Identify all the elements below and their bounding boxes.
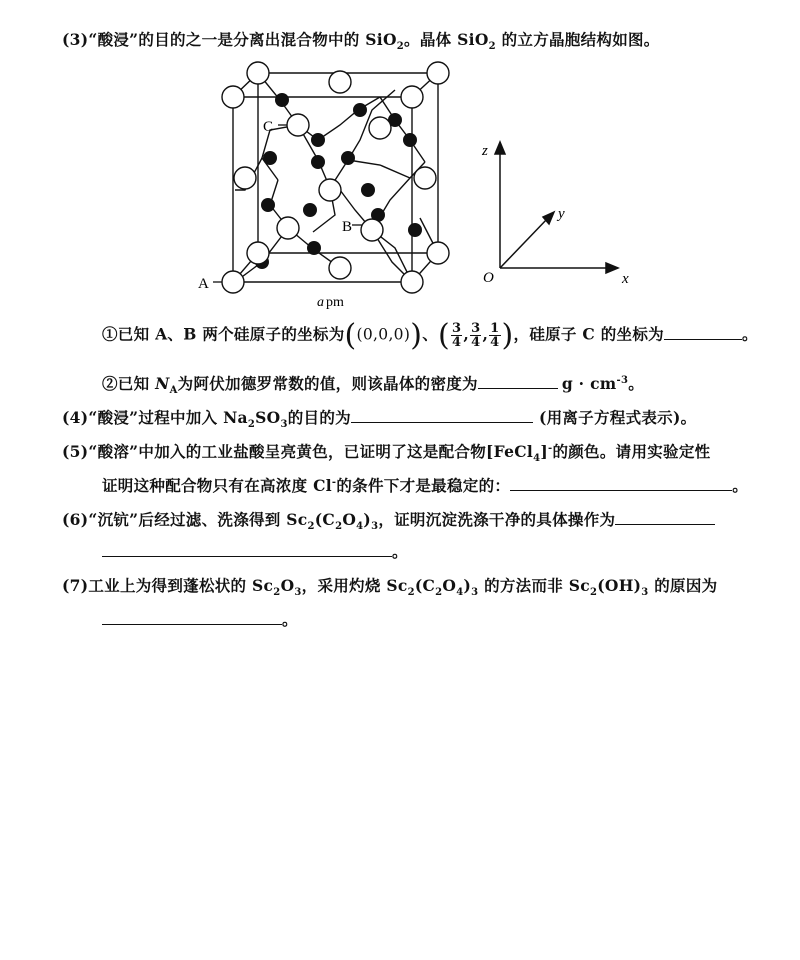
axis-x-label: x — [622, 271, 629, 287]
q3-part1: ①已知 A、B 两个硅原子的坐标为((0,0,0))、( $\frac{3}{4}$ , $\frac{3}{4}$ , $\frac{1}{4}$ )，硅原子 C 的坐标为 。 — [102, 318, 758, 353]
answer-blank-q5[interactable] — [510, 489, 732, 491]
q6-text-line2: 。 — [102, 540, 408, 562]
label-c: C — [263, 119, 274, 135]
axis-y-label: y — [558, 206, 565, 222]
label-b: B — [341, 219, 352, 235]
cell-length-unit: pm — [326, 295, 344, 310]
q4-text: (4)“酸浸”过程中加入 $Na_2SO_3$的目的为 (用离子方程式表示)。 — [62, 408, 697, 431]
fraction-1: $\frac{3}{4}$ — [452, 321, 462, 350]
axis-origin-label: O — [483, 270, 494, 286]
label-a: A — [198, 276, 209, 292]
q3-part2: ②已知 $N_A$为阿伏加德罗常数的值，则该晶体的密度为 $g \cdot cm^{-3}$。 — [102, 374, 645, 397]
answer-blank-q6-a[interactable] — [615, 523, 715, 525]
cell-length-a: a — [317, 295, 324, 310]
q5-text-line2: 证明这种配合物只有在高浓度 Cl-的条件下才是最稳定的： 。 — [102, 476, 748, 495]
answer-blank-density[interactable] — [478, 387, 558, 389]
q7-text-line1: (7)工业上为得到蓬松状的 $Sc_2O_3$，采用灼烧 $Sc_2(C_2O_4)_3$ 的方法而非 $Sc_2(OH)_3$ 的原因为 — [62, 576, 718, 599]
answer-blank-q4[interactable] — [351, 421, 533, 423]
fraction-2: $\frac{3}{4}$ — [471, 321, 481, 350]
answer-blank-q7[interactable] — [102, 623, 282, 625]
answer-blank-c-coord[interactable] — [664, 338, 742, 340]
q3-text: (3)“酸浸”的目的之一是分离出混合物中的 SiO$_2$。晶体 SiO$_2$ 的立方晶胞结构如图。 — [62, 30, 660, 53]
axis-z-label: z — [482, 143, 488, 159]
q6-text-line1: (6)“沉钪”后经过滤、洗涤得到 $Sc_2(C_2O_4)_3$，证明沉淀洗涤干净的具体操作为 — [62, 508, 715, 532]
fraction-3: $\frac{1}{4}$ — [490, 321, 500, 350]
answer-blank-q6-b[interactable] — [102, 555, 392, 557]
q5-text-line1: (5)“酸溶”中加入的工业盐酸呈亮黄色，已证明了这是配合物[FeCl$_4$]-的颜色。请用实验定性 — [62, 442, 711, 465]
q7-text-line2: 。 — [102, 608, 298, 630]
